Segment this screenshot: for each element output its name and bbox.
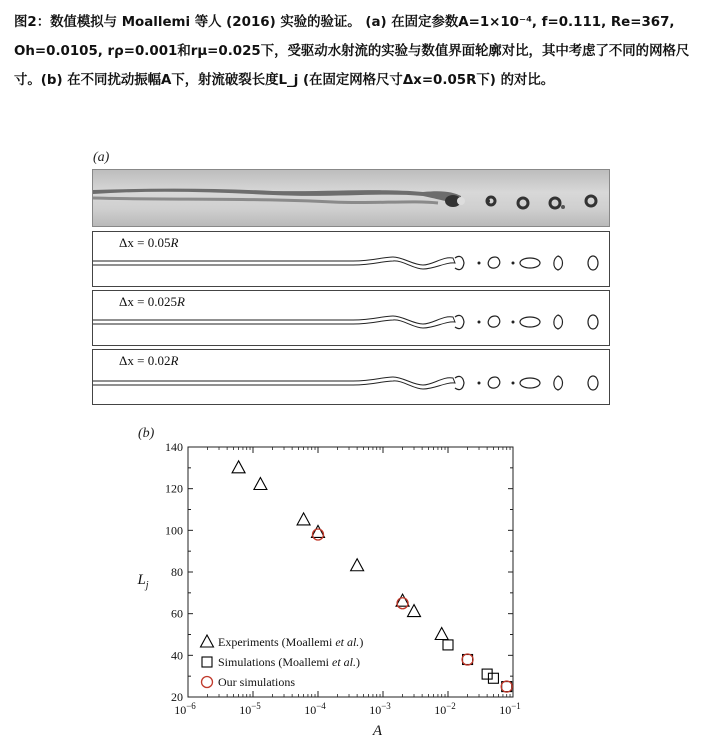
simulation-label: Δx = 0.02R — [119, 353, 179, 368]
triangle-point — [297, 513, 310, 525]
triangle-point — [232, 461, 245, 473]
triangle-point — [254, 478, 267, 490]
legend-square-marker — [202, 657, 212, 667]
triangle-point — [435, 628, 448, 640]
x-tick-label: $10^{-5}$ — [239, 701, 261, 717]
figure-caption: 图2：数值模拟与 Moallemi 等人 (2016) 实验的验证。 (a) 在固定参数A=1×10⁻⁴, f=0.111, Re=367, Oh=0.0105, rρ=0.001和rμ=0.025下，受驱动水射流的实验与数值界面轮廓对比，其中考虑了不同的网格尺寸。(b) 在不同扰动振幅A下，射流破裂长度L_j (在固定网格尺寸Δx=0.05R下) 的对比。 — [14, 15, 690, 88]
circle-point — [501, 681, 512, 692]
simulation-label: Δx = 0.05R — [119, 235, 179, 250]
x-tick-label: $10^{-2}$ — [434, 701, 456, 717]
legend-circle-marker — [202, 677, 213, 688]
y-tick-label: 40 — [171, 648, 183, 663]
simulation-label: Δx = 0.025R — [119, 294, 185, 309]
square-point — [482, 669, 492, 679]
y-tick-label: 140 — [165, 440, 183, 454]
y-tick-label: 20 — [171, 690, 183, 704]
panel-b-label: (b) — [138, 426, 155, 441]
circle-point — [313, 529, 324, 540]
legend-entry: Experiments (Moallemi et al.) — [218, 635, 364, 649]
triangle-point — [351, 559, 364, 571]
y-tick-label: 100 — [165, 523, 183, 538]
y-axis-label: $L_j$ — [137, 572, 149, 591]
legend-entry: Our simulations — [218, 675, 295, 689]
panel-a-label: (a) — [93, 150, 110, 165]
x-tick-label: $10^{-4}$ — [304, 701, 326, 717]
x-tick-label: $10^{-6}$ — [174, 701, 196, 717]
circle-point — [462, 654, 473, 665]
y-tick-label: 80 — [171, 565, 183, 579]
y-tick-label: 60 — [171, 606, 183, 621]
x-tick-label: $10^{-3}$ — [369, 701, 391, 717]
y-tick-label: 120 — [165, 481, 183, 496]
legend-entry: Simulations (Moallemi et al.) — [218, 655, 360, 669]
x-axis-label: A — [372, 723, 383, 739]
x-tick-label: $10^{-1}$ — [499, 701, 521, 717]
circle-point — [397, 598, 408, 609]
square-point — [488, 673, 498, 683]
square-point — [443, 640, 453, 650]
legend-triangle-marker — [201, 635, 214, 647]
